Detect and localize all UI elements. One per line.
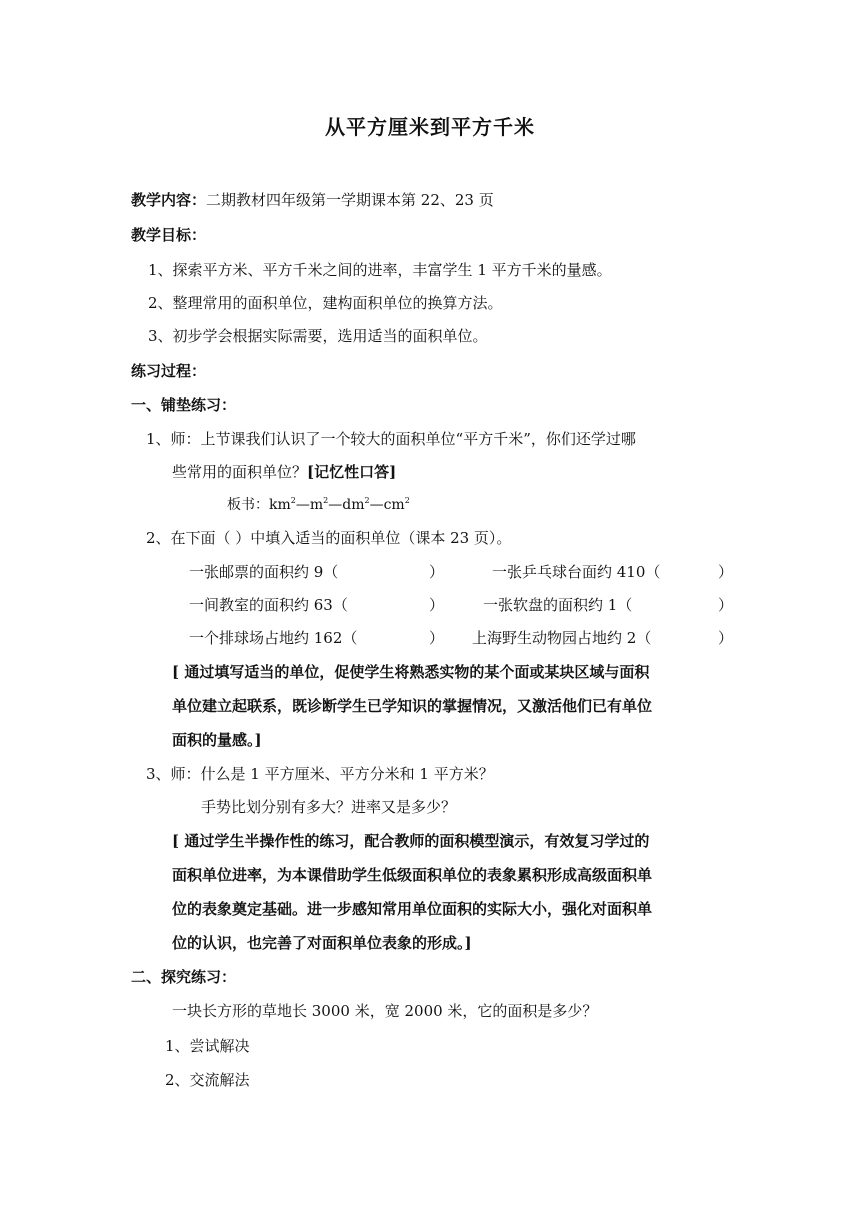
unit-dm2: $dm^2$ (342, 496, 370, 513)
goal-item-2: 2、整理常用的面积单位，建构面积单位的换算方法。 (148, 294, 503, 312)
section1-heading: 一、铺垫练习： (131, 396, 237, 414)
goal-item-1: 1、探索平方米、平方千米之间的进率，丰富学生 1 平方千米的量感。 (148, 261, 612, 279)
q1-line-2-text: 些常用的面积单位？ (172, 463, 308, 481)
unit-m2: $m^2$ (309, 496, 329, 513)
teaching-content-label: 教学内容： (131, 191, 207, 209)
board-writing (227, 494, 410, 516)
board-label: 板书： (227, 497, 269, 513)
q3-line-1: 3、师：什么是 1 平方厘米、平方分米和 1 平方米？ (146, 765, 494, 783)
q3-line-2: 手势比划分别有多大？进率又是多少？ (201, 798, 457, 816)
teaching-content-line (131, 189, 494, 211)
section2-heading: 二、探究练习： (131, 968, 237, 986)
q2-note-line-3: 面积的量感。] (172, 731, 262, 749)
q3-note-line-2: 面积单位进率，为本课借助学生低级面积单位的表象累积形成高级面积单 (172, 866, 653, 884)
q2-note-line-1: [ 通过填写适当的单位，促使学生将熟悉实物的某个面或某块区域与面积 (172, 663, 650, 681)
q3-note-line-3: 位的表象奠定基础。进一步感知常用单位面积的实际大小，强化对面积单 (172, 900, 653, 918)
unit-cm2: $cm^2$ (383, 496, 410, 513)
goal-item-3: 3、初步学会根据实际需要，选用适当的面积单位。 (148, 327, 488, 345)
fill-right-3-close: ） (718, 629, 734, 647)
q1-line-2-note: [记忆性口答] (307, 463, 397, 481)
unit-km2: $km^2$ (269, 496, 296, 513)
fill-left-3: 一个排球场占地约 162（ (189, 629, 358, 647)
fill-right-2: 一张软盘的面积约 1（ (483, 596, 633, 614)
fill-left-1: 一张邮票的面积约 9（ (189, 563, 339, 581)
section2-step-1: 1、尝试解决 (165, 1037, 250, 1055)
q2-line: 2、在下面（ ）中填入适当的面积单位（课本 23 页）。 (146, 529, 512, 547)
fill-left-2: 一间教室的面积约 63（ (189, 596, 348, 614)
fill-left-3-close: ） (429, 629, 445, 647)
unit-dash-1: — (295, 497, 310, 513)
q1-line-1: 1、师：上节课我们认识了一个较大的面积单位“平方千米”，你们还学过哪 (146, 430, 636, 448)
page-title: 从平方厘米到平方千米 (325, 115, 535, 139)
section2-problem: 一块长方形的草地长 3000 米，宽 2000 米，它的面积是多少？ (172, 1002, 598, 1020)
fill-right-1-close: ） (718, 563, 734, 581)
unit-dash-2: — (328, 497, 343, 513)
practice-process-label: 练习过程： (131, 362, 207, 380)
teaching-goals-label: 教学目标： (131, 226, 207, 244)
fill-right-2-close: ） (718, 596, 734, 614)
fill-left-2-close: ） (429, 596, 445, 614)
q3-note-line-4: 位的认识，也完善了对面积单位表象的形成。] (172, 934, 472, 952)
fill-right-1: 一张乒乓球台面约 410（ (492, 563, 661, 581)
fill-left-1-close: ） (429, 563, 445, 581)
q1-line-2 (172, 461, 396, 483)
q2-note-line-2: 单位建立起联系，既诊断学生已学知识的掌握情况，又激活他们已有单位 (172, 697, 653, 715)
section2-step-2: 2、交流解法 (165, 1071, 250, 1089)
q3-note-line-1: [ 通过学生半操作性的练习，配合教师的面积模型演示，有效复习学过的 (172, 832, 650, 850)
fill-right-3: 上海野生动物园占地约 2（ (472, 629, 652, 647)
teaching-content-text: 二期教材四年级第一学期课本第 22、23 页 (206, 191, 494, 209)
unit-dash-3: — (369, 497, 384, 513)
